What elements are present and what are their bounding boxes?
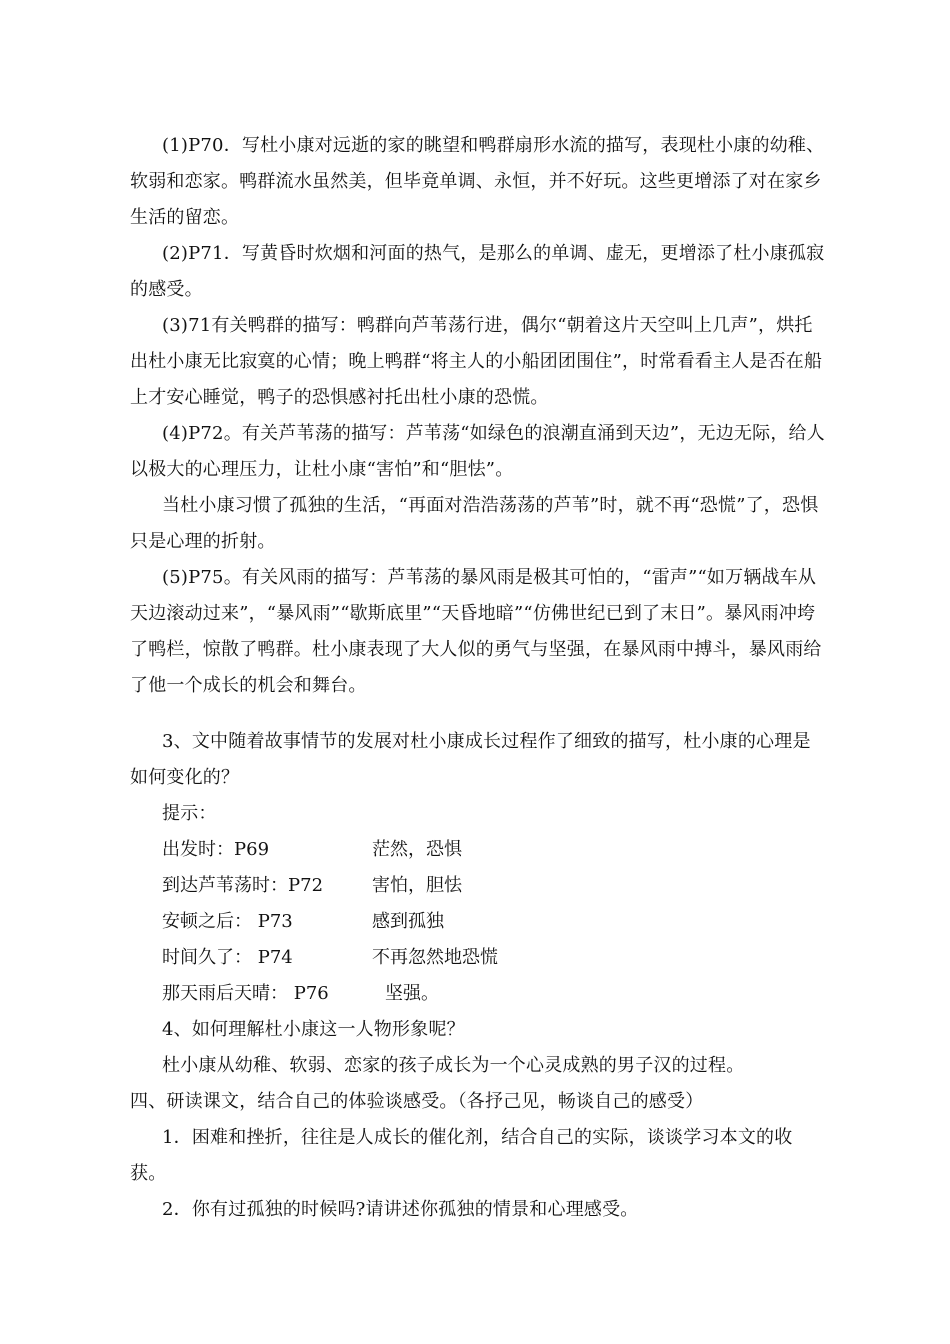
stage-row xyxy=(162,976,722,1012)
stage-feeling: 感到孤独 xyxy=(372,911,444,932)
paragraph-p71: (2)P71．写黄昏时炊烟和河面的热气，是那么的单调、虚无，更增添了杜小康孤寂的感受。 xyxy=(130,243,825,300)
paragraph-reeds: (4)P72。有关芦苇荡的描写：芦苇荡“如绿色的浪潮直涌到天边”，无边无际，给人以极大的心理压力，让杜小康“害怕”和“胆怯”。 xyxy=(130,423,825,480)
stage-label: 时间久了： P74 xyxy=(162,947,293,968)
stage-row xyxy=(162,832,722,868)
stage-label: 到达芦苇荡时：P72 xyxy=(162,875,324,896)
stage-feeling: 害怕，胆怯 xyxy=(372,875,462,896)
stage-label: 出发时：P69 xyxy=(162,839,270,860)
stage-row xyxy=(162,940,722,976)
discussion-item-1: 1．困难和挫折，往往是人成长的催化剂，结合自己的实际，谈谈学习本文的收获。 xyxy=(130,1127,793,1184)
paragraph-storm: (5)P75。有关风雨的描写：芦苇荡的暴风雨是极其可怕的，“雷声”“如万辆战车从天边滚动过来”，“暴风雨”“歇斯底里”“天昏地暗”“仿佛世纪已到了末日”。暴风雨冲垮了鸭栏，惊散了鸭群。杜小康表现了大人似的勇气与坚强，在暴风雨中搏斗，暴风雨给了他一个成长的机会和舞台。 xyxy=(130,567,822,696)
stage-feeling: 茫然，恐惧 xyxy=(372,839,462,860)
section-heading-4: 四、研读课文，结合自己的体验谈感受。（各抒己见，畅谈自己的感受） xyxy=(130,1091,704,1112)
stage-row xyxy=(162,868,722,904)
paragraph-fear-reflection: 当杜小康习惯了孤独的生活，“再面对浩浩荡荡的芦苇”时，就不再“恐慌”了，恐惧只是心理的折射。 xyxy=(130,495,819,552)
stage-row xyxy=(162,904,722,940)
stage-feeling: 不再忽然地恐慌 xyxy=(372,947,498,968)
discussion-item-2: 2．你有过孤独的时候吗?请讲述你孤独的情景和心理感受。 xyxy=(162,1199,639,1220)
answer-4: 杜小康从幼稚、软弱、恋家的孩子成长为一个心灵成熟的男子汉的过程。 xyxy=(162,1055,745,1076)
stage-label: 那天雨后天晴： P76 xyxy=(162,983,329,1004)
stage-feeling: 坚强。 xyxy=(385,983,439,1004)
stage-label: 安顿之后： P73 xyxy=(162,911,293,932)
hint-label: 提示： xyxy=(162,803,217,824)
paragraph-p70: (1)P70．写杜小康对远逝的家的眺望和鸭群扇形水流的描写，表现杜小康的幼稚、软弱和恋家。鸭群流水虽然美，但毕竟单调、永恒，并不好玩。这些更增添了对在家乡生活的留恋。 xyxy=(130,135,825,228)
question-3: 3、文中随着故事情节的发展对杜小康成长过程作了细致的描写，杜小康的心理是如何变化的？ xyxy=(130,731,811,788)
paragraph-duck-flock: (3)71有关鸭群的描写：鸭群向芦苇荡行进，偶尔“朝着这片天空叫上几声”，烘托出杜小康无比寂寞的心情；晚上鸭群“将主人的小船团团围住”，时常看看主人是否在船上才安心睡觉，鸭子的恐惧感衬托出杜小康的恐慌。 xyxy=(130,315,823,408)
question-4: 4、如何理解杜小康这一人物形象呢？ xyxy=(162,1019,465,1040)
